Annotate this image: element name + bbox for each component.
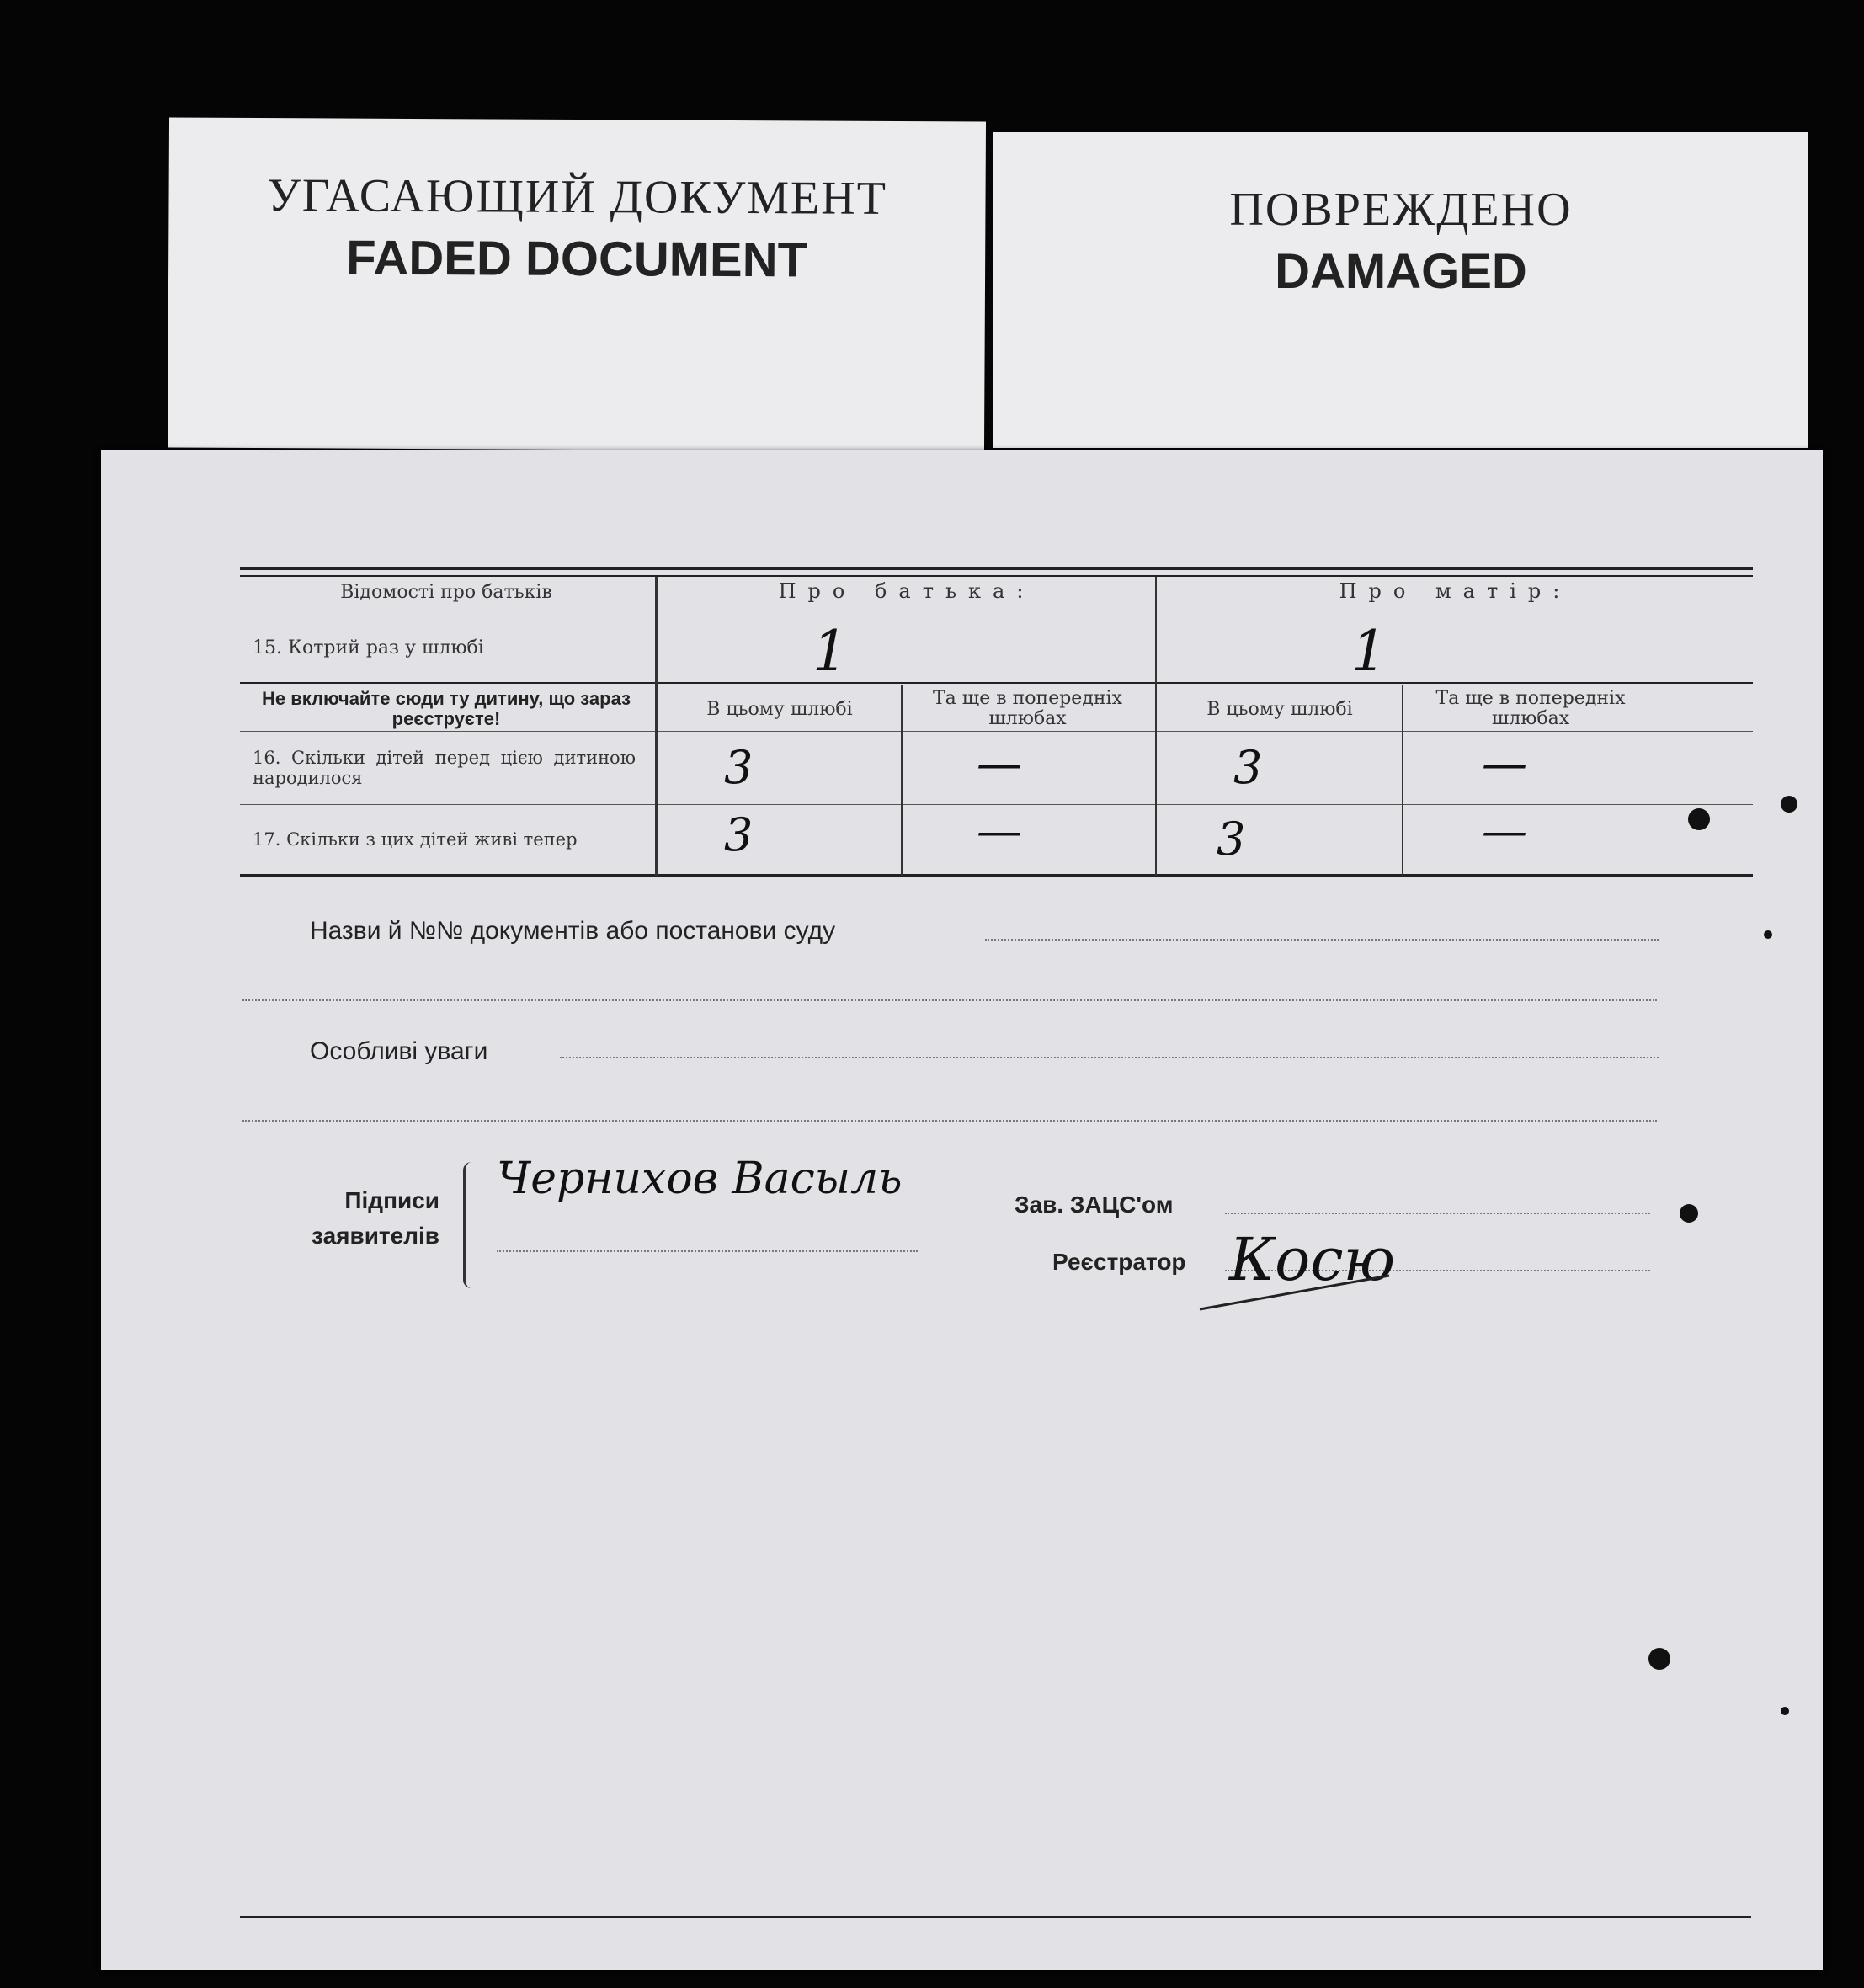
col-divider-mother	[1155, 577, 1157, 876]
table-top-rule-2	[240, 575, 1753, 577]
faded-document-tag	[168, 117, 986, 451]
punch-hole	[1648, 1648, 1670, 1670]
registrar-signature: Косю	[1229, 1225, 1396, 1294]
row17-father-this: 3	[724, 808, 754, 861]
subheader-rule	[240, 731, 1753, 732]
table-bottom-rule	[240, 874, 1753, 877]
header-father: Про батька:	[778, 579, 1036, 603]
subheader-mother-prev: Та ще в попередніх шлюбах	[1435, 688, 1626, 729]
col-divider-main	[655, 577, 658, 876]
damaged-tag	[993, 132, 1808, 448]
subheader-note: Не включайте сюди ту дитину, що зараз реєструєте!	[261, 688, 631, 729]
registrar-label: Реєстратор	[1052, 1249, 1186, 1275]
row16-mother-this: 3	[1233, 741, 1263, 794]
row17-father-prev: —	[977, 804, 1022, 857]
row15-mother-value: 1	[1351, 619, 1387, 684]
applicants-brace	[463, 1162, 482, 1288]
subheader-mother-this: В цьому шлюбі	[1206, 699, 1353, 720]
row17-mother-this: 3	[1217, 813, 1246, 866]
applicant-line	[497, 1250, 918, 1252]
row17-label: 17. Скільки з цих дітей живі тепер	[253, 829, 578, 850]
bottom-rule	[240, 1916, 1751, 1918]
documents-label: Назви й №№ документів або постанови суду	[310, 917, 836, 945]
punch-hole	[1764, 930, 1772, 939]
applicants-label: Підписи заявителів	[312, 1187, 439, 1249]
documents-line	[985, 939, 1659, 941]
tag-left-ru: УГАСАЮЩИЙ ДОКУМЕНТ	[267, 169, 888, 225]
row15-father-value: 1	[812, 619, 848, 684]
row16-father-this: 3	[724, 741, 754, 794]
notes-line-2	[242, 1120, 1657, 1122]
applicant-signature: Чернихов Васыль	[497, 1154, 903, 1204]
punch-hole	[1688, 808, 1710, 830]
punch-hole	[1781, 1707, 1789, 1715]
subheader-father-this: В цьому шлюбі	[706, 699, 853, 720]
header-col0: Відомості про батьків	[340, 582, 552, 603]
tag-left-en: FADED DOCUMENT	[346, 230, 808, 288]
row16-father-prev: —	[977, 737, 1022, 790]
row17-mother-prev: —	[1482, 804, 1527, 857]
col-divider-father-sub	[901, 685, 903, 876]
notes-line	[560, 1057, 1659, 1058]
row15-label: 15. Котрий раз у шлюбі	[253, 637, 484, 658]
row16-label: 16. Скільки дітей перед цією дитиною народилося	[253, 748, 636, 788]
punch-hole	[1781, 796, 1797, 813]
tag-right-en: DAMAGED	[1275, 244, 1527, 299]
head-label: Зав. ЗАЦС'ом	[1015, 1191, 1174, 1218]
row16-mother-prev: —	[1482, 737, 1527, 790]
record-sheet	[101, 450, 1823, 1970]
notes-label: Особливі уваги	[310, 1037, 488, 1065]
subheader-father-prev: Та ще в попередніх шлюбах	[933, 688, 1122, 729]
registrar-flourish	[1196, 1259, 1398, 1318]
documents-line-2	[242, 999, 1657, 1001]
punch-hole	[1680, 1204, 1698, 1223]
row15-rule	[240, 682, 1753, 684]
tag-right-ru: ПОВРЕЖДЕНО	[1229, 184, 1573, 236]
header-mother: Про матір:	[1339, 579, 1572, 603]
head-line	[1225, 1213, 1650, 1214]
table-top-rule	[240, 567, 1753, 570]
col-divider-mother-sub	[1402, 685, 1403, 876]
